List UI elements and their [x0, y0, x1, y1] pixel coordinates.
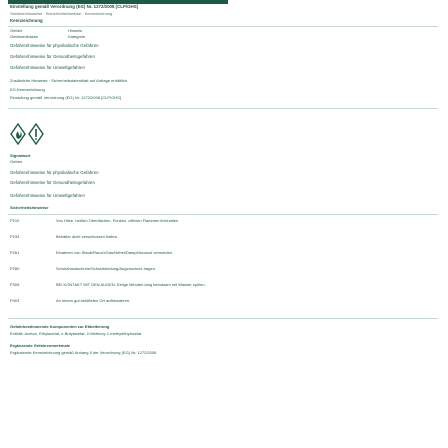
hazard-line: Gefahrenhinweise für Gesundheitsgefahren: [10, 180, 95, 185]
classification-left-1: Gefahr: [10, 28, 23, 33]
precautions-heading: Sicherheitshinweise: [10, 205, 49, 210]
precaution-code: P210: [10, 218, 20, 223]
precaution-text: Schutzhandschuhe/Schutzkleidung/Augenschutz tragen.: [56, 266, 157, 271]
precaution-row: [10, 282, 206, 287]
divider: [8, 214, 438, 215]
precaution-code: P261: [10, 250, 20, 255]
precaution-text: Von Hitze, heißen Oberflächen, Funken, offenen Flammen fernhalten.: [56, 218, 180, 223]
ghs-exclamation-icon: [29, 124, 43, 144]
precaution-row: [10, 266, 156, 271]
signal-word-value: Gefahr: [10, 159, 23, 164]
precaution-code: P305: [10, 282, 20, 287]
classification-right-1: Hinweis: [68, 28, 83, 33]
precaution-row: [10, 234, 118, 239]
precaution-code: P233: [10, 234, 20, 239]
hazard-line: Gefahrenhinweise für physikalische Gefahren: [10, 170, 99, 175]
classification-right-2: Kategorie: [68, 34, 86, 39]
divider: [8, 26, 438, 27]
precaution-text: BEI KONTAKT MIT DEN AUGEN: Einige Minuten lang behutsam mit Wasser spülen.: [56, 282, 206, 287]
divider: [8, 318, 438, 319]
ghs-flame-icon: [11, 124, 25, 144]
classification-line: Gefahrenhinweise für physikalische Gefahren: [10, 43, 99, 48]
section-heading: Kennzeichnung: [10, 18, 43, 23]
precaution-text: Einatmen von Staub/Rauch/Gas/Nebel/Dampf/Aerosol vermeiden.: [56, 250, 174, 255]
precaution-text: Behälter dicht verschlossen halten.: [56, 234, 119, 239]
classification-line: Gefahrenhinweise für Gesundheitsgefahren: [10, 54, 95, 59]
precaution-code: P403: [10, 298, 20, 303]
divider: [8, 108, 438, 109]
signal-word-label: Signalwort: [10, 153, 31, 158]
precaution-text: An einem gut belüfteten Ort aufbewahren.: [56, 298, 131, 303]
page-title: Einstellung gemäß Verordnung (EG) Nr. 1272/2008 [CLP/GHS]: [10, 4, 139, 9]
footer-line: Ergänzende Gefahrenmerkmale: [10, 343, 71, 348]
hazard-line: Gefahrenhinweise für Umweltgefahren: [10, 193, 85, 198]
footer-line: Enthält: Aceton, Ethylacetat, n-Butylacetat, 2-Methoxy-1-methylethylacetat: [10, 331, 142, 336]
classification-line: Zusätzliche Hinweise · Sicherheitsdatenblatt auf Anfrage erhältlich: [10, 78, 128, 83]
ghs-pictograms: [10, 123, 46, 145]
precaution-row: [10, 218, 179, 223]
precaution-row: [10, 298, 130, 303]
classification-line: EG-Kennzeichnung: [10, 87, 45, 92]
classification-left-2: Gefahrenklasse: [10, 34, 39, 39]
classification-line: Einstufung gemäß Verordnung (EG) Nr. 1272/2008 [CLP/GHS]: [10, 95, 121, 100]
page-subtitle: Gefahrenhinweise · Sicherheitshinweise · Kennzeichnung: [10, 11, 113, 16]
footer-line: Ergänzende Kennzeichnung gemäß Anhang II der Verordnung (EG) Nr. 1272/2008: [10, 350, 157, 355]
classification-line: Gefahrenhinweise für Umweltgefahren: [10, 65, 85, 70]
precaution-row: [10, 250, 173, 255]
precaution-code: P280: [10, 266, 20, 271]
footer-line: Gefahrbestimmende Komponenten zur Etikettierung: [10, 324, 110, 329]
